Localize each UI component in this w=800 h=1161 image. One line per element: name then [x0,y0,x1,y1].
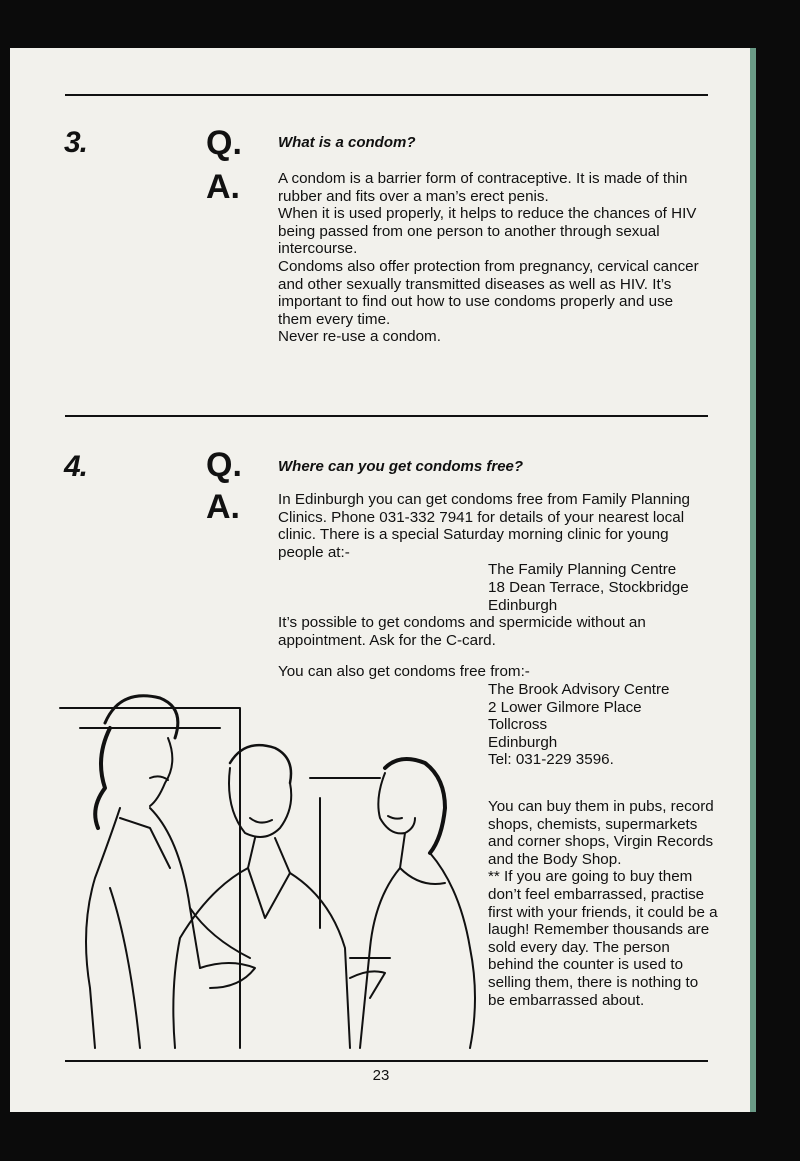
buy-advice [488,798,718,1009]
question-4: Where can you get condoms free? [278,458,524,475]
bottom-rule [65,1060,708,1062]
page-number: 23 [372,1067,390,1084]
also-from-text: You can also get condoms free from:- [278,663,530,681]
page-edge [750,48,756,1112]
c-card-text: It’s possible to get condoms and spermicide without an appointment. Ask for the C-card. [278,614,646,649]
three-people-illustration [50,668,490,1058]
answer-3-para-2: When it is used properly, it helps to reduce the chances of HIV being passed from one person to another through sexual intercourse. [278,205,697,258]
answer-3 [278,170,708,346]
clinic-name: The Family Planning Centre [488,561,677,579]
question-number-3: 3. [64,126,88,159]
brook-phone: Tel: 031-229 3596. [488,751,614,769]
brook-street: 2 Lower Gilmore Place [488,698,642,716]
top-rule [65,94,708,96]
clinic-street: 18 Dean Terrace, Stockbridge [488,578,689,596]
clinic-city: Edinburgh [488,596,558,614]
brook-name: The Brook Advisory Centre [488,680,670,698]
middle-rule [65,415,708,417]
question-number-4: 4. [64,450,88,483]
answer-4-intro: In Edinburgh you can get condoms free from Family Planning Clinics. Phone 031-332 7941 for details of your nearest local clinic. There is a special Saturday morning clinic for young people at:- [278,491,690,561]
advice-text: ** If you are going to buy them don’t feel embarrassed, practise first with your friends, it could be a laugh! Remember thousands are sold every day. The person behind the counter is used to selling them, there is nothing to be embarrassed about. [488,868,718,1009]
answer-3-para-4: Never re-use a condom. [278,328,441,346]
question-3: What is a condom? [278,134,416,151]
question-marker-4: Q. [206,446,242,484]
question-marker-3: Q. [206,124,242,162]
answer-3-para-3: Condoms also offer protection from pregnancy, cervical cancer and other sexually transmitted diseases as well as HIV. It’s important to find out how to use condoms properly and use them every time. [278,257,699,328]
booklet-page [10,48,752,1112]
buy-text: You can buy them in pubs, record shops, chemists, supermarkets and corner shops, Virgin Records and the Body Shop. [488,798,714,868]
answer-marker-4: A. [206,488,240,526]
brook-city: Edinburgh [488,733,558,751]
answer-3-para-1: A condom is a barrier form of contraceptive. It is made of thin rubber and fits over a man’s erect penis. [278,170,688,205]
brook-area: Tollcross [488,716,548,734]
answer-marker-3: A. [206,168,240,206]
